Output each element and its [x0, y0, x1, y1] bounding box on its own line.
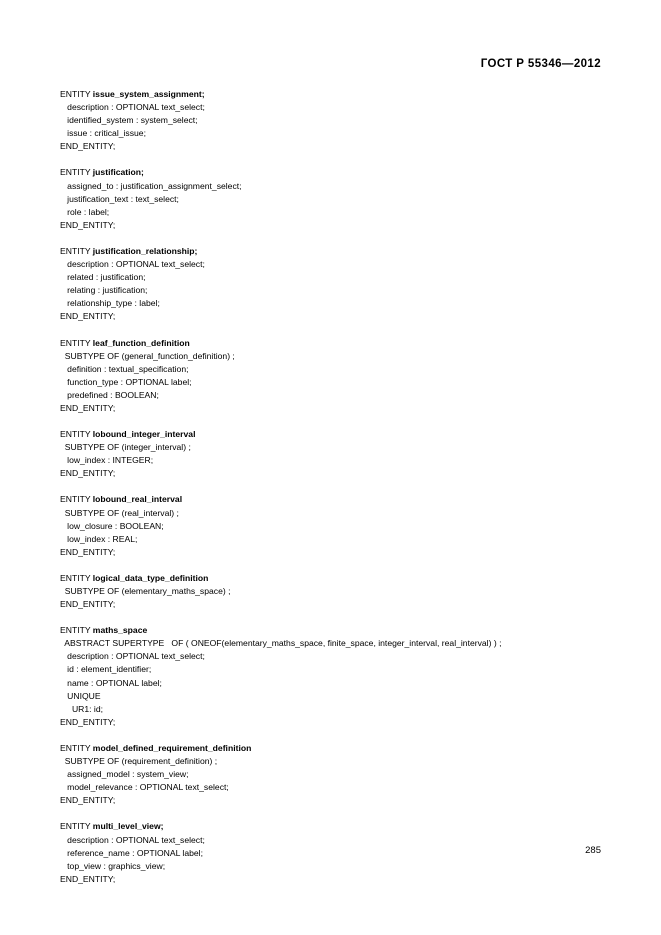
entity-attribute: low_index : REAL; [60, 533, 138, 544]
entity-declaration [60, 245, 605, 258]
page-header: ГОСТ Р 55346—2012 [480, 58, 601, 70]
entity-keyword: ENTITY [60, 742, 91, 753]
entity-attribute: assigned_to : justification_assignment_select; [60, 180, 242, 191]
entity-declaration [60, 742, 605, 755]
entity-end: END_ENTITY; [60, 716, 116, 727]
entity-name: justification_relationship; [92, 245, 198, 256]
entity-name: lobound_integer_interval [92, 429, 196, 440]
entity-keyword: ENTITY [60, 625, 91, 636]
entity-subtype: SUBTYPE OF (requirement_definition) ; [60, 756, 218, 767]
entity-end: END_ENTITY; [60, 795, 116, 806]
entity-attribute: predefined : BOOLEAN; [60, 389, 159, 400]
entity-subtype: SUBTYPE OF (elementary_maths_space) ; [60, 586, 231, 596]
entity-attribute: low_index : INTEGER; [60, 455, 154, 466]
entity-attribute: description : OPTIONAL text_select; [60, 834, 205, 845]
entity-attribute: identified_system : system_select; [60, 115, 198, 126]
entity-attribute: name : OPTIONAL label; [60, 677, 162, 688]
entity-name: logical_data_type_definition [92, 572, 209, 583]
entity-block [60, 166, 605, 231]
entity-attribute: related : justification; [60, 272, 146, 283]
entity-declaration [60, 572, 605, 585]
entity-keyword: ENTITY [60, 89, 91, 99]
entity-block [60, 245, 605, 324]
entity-declaration [60, 820, 605, 833]
entity-end: END_ENTITY; [60, 873, 116, 884]
entity-block [60, 428, 605, 480]
entity-attribute: relating : justification; [60, 285, 148, 296]
entity-end: END_ENTITY; [60, 402, 116, 413]
entity-keyword: ENTITY [60, 429, 91, 440]
entity-end: END_ENTITY; [60, 141, 116, 152]
entity-declaration [60, 428, 605, 441]
entity-unique-clause: UNIQUE [60, 690, 101, 701]
entity-keyword: ENTITY [60, 337, 91, 348]
entity-attribute: id : element_identifier; [60, 664, 152, 675]
entity-declaration [60, 624, 605, 637]
entity-attribute: model_relevance : OPTIONAL text_select; [60, 782, 229, 793]
entity-block [60, 88, 605, 153]
entity-keyword: ENTITY [60, 494, 91, 505]
entity-block [60, 624, 605, 729]
entity-end: END_ENTITY; [60, 219, 116, 230]
entity-end: END_ENTITY; [60, 468, 116, 479]
entity-keyword: ENTITY [60, 572, 91, 583]
entity-attribute: description : OPTIONAL text_select; [60, 651, 205, 662]
entity-name: model_defined_requirement_definition [92, 742, 252, 753]
entity-name: lobound_real_interval [92, 494, 183, 505]
entity-attribute: low_closure : BOOLEAN; [60, 520, 164, 531]
entity-subtype: SUBTYPE OF (integer_interval) ; [60, 442, 191, 453]
entity-name: multi_level_view; [92, 821, 164, 832]
entity-block [60, 820, 605, 885]
entity-declaration [60, 166, 605, 179]
entity-declaration [60, 88, 605, 101]
entity-attribute: reference_name : OPTIONAL label; [60, 847, 203, 858]
entity-subtype: SUBTYPE OF (real_interval) ; [60, 507, 179, 518]
entity-attribute: issue : critical_issue; [60, 128, 146, 139]
entity-attribute: assigned_model : system_view; [60, 769, 189, 780]
entity-attribute: role : label; [60, 206, 110, 217]
entity-attribute: function_type : OPTIONAL label; [60, 376, 192, 387]
entity-attribute: description : OPTIONAL text_select; [60, 102, 205, 113]
entity-block [60, 493, 605, 558]
entity-supertype: ABSTRACT SUPERTYPE OF ( ONEOF(elementary_maths_space, finite_space, integer_interval, real_interval) ) ; [60, 638, 502, 649]
entity-name: leaf_function_definition [92, 337, 190, 348]
entity-declaration [60, 493, 605, 506]
entity-keyword: ENTITY [60, 821, 91, 832]
entity-keyword: ENTITY [60, 167, 91, 178]
entity-unique-rule: UR1: id; [60, 703, 103, 714]
entity-name: maths_space [92, 625, 148, 636]
entity-subtype: SUBTYPE OF (general_function_definition) ; [60, 350, 235, 361]
entity-attribute: relationship_type : label; [60, 298, 160, 309]
entity-block [60, 337, 605, 416]
entity-attribute: top_view : graphics_view; [60, 860, 166, 871]
entity-keyword: ENTITY [60, 245, 91, 256]
entity-block [60, 742, 605, 807]
entity-name: issue_system_assignment; [92, 89, 205, 99]
entity-attribute: justification_text : text_select; [60, 193, 179, 204]
entity-end: END_ENTITY; [60, 311, 116, 322]
entity-name: justification; [92, 167, 144, 178]
entity-attribute: definition : textual_specification; [60, 363, 189, 374]
express-schema-listing [60, 88, 605, 899]
entity-end: END_ENTITY; [60, 546, 116, 557]
page-number: 285 [585, 845, 601, 856]
entity-end: END_ENTITY; [60, 599, 116, 610]
entity-declaration [60, 337, 605, 350]
entity-block [60, 572, 605, 611]
entity-attribute: description : OPTIONAL text_select; [60, 259, 205, 270]
